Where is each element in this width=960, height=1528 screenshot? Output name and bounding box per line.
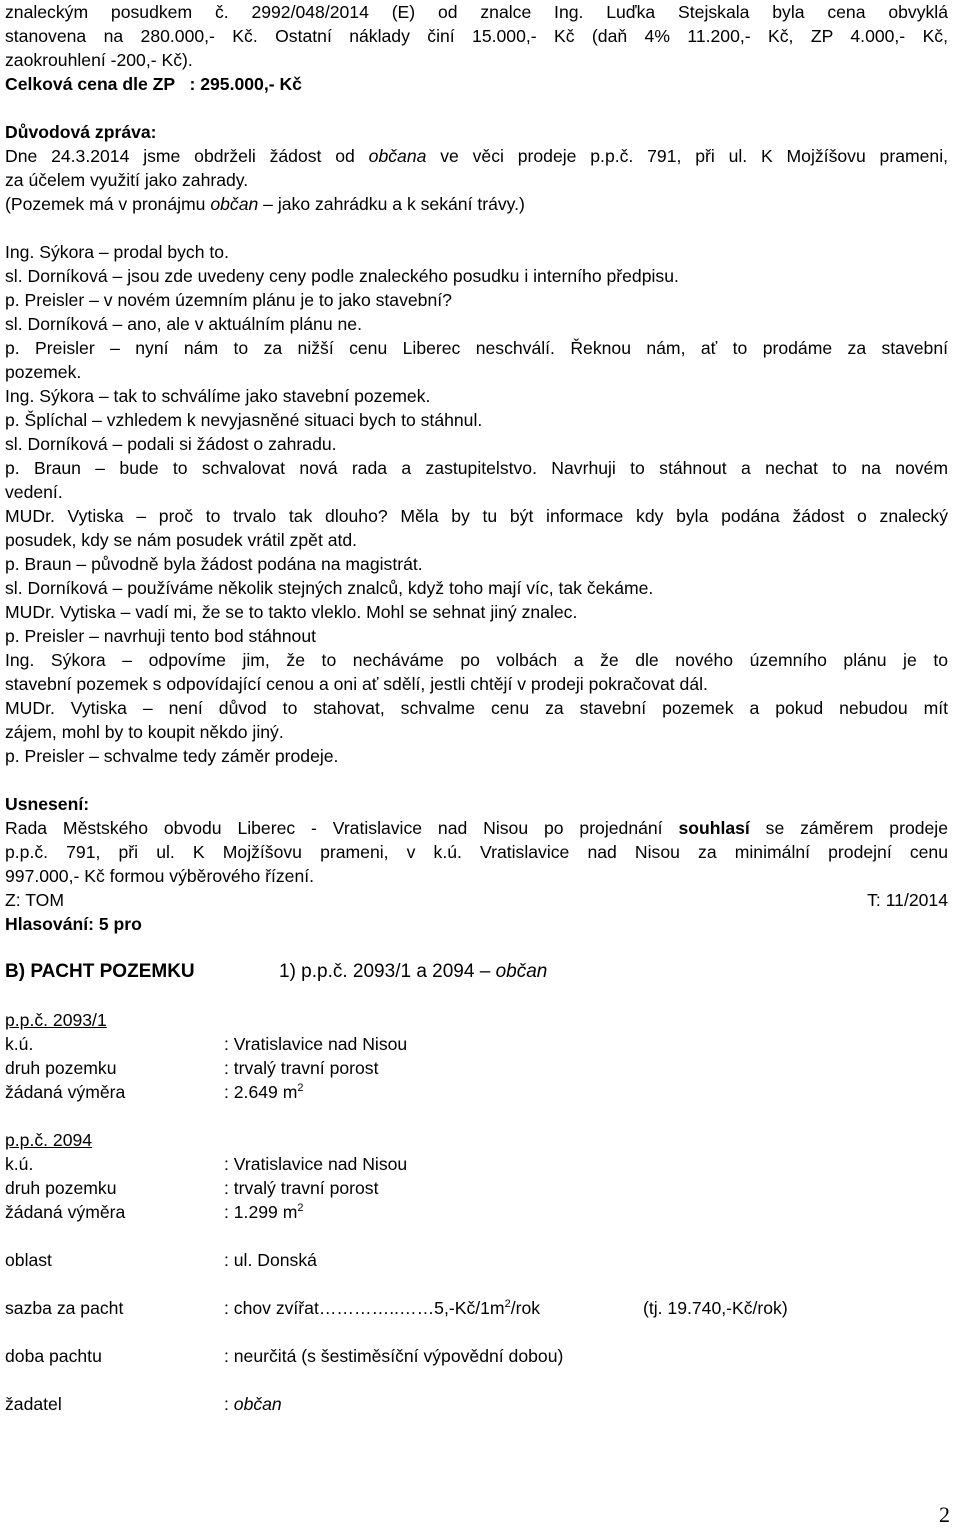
discussion-line: Ing. Sýkora – prodal bych to.: [5, 242, 229, 262]
parcel-label: k.ú.: [5, 1154, 34, 1174]
term-label: oblast: [5, 1250, 52, 1270]
area-value: : 2.649 m: [224, 1082, 298, 1102]
discussion-line: p. Preisler – nyní nám to za nižší cenu Liberec neschválí. Řeknou nám, ať to prodáme za stavební: [5, 338, 948, 358]
vote-result: Hlasování: 5 pro: [5, 914, 142, 934]
duvodova-text: (Pozemek má v pronájmu: [5, 194, 211, 214]
discussion-line: p. Preisler – v novém územním plánu je to jako stavební?: [5, 290, 452, 310]
area-exponent: 2: [297, 1202, 304, 1214]
discussion-line: Ing. Sýkora – tak to schválíme jako stavební pozemek.: [5, 386, 431, 406]
usneseni-heading: Usnesení:: [5, 794, 90, 814]
duvodova-obcan: občan: [210, 194, 259, 214]
intro-line-2: stanovena na 280.000,- Kč. Ostatní náklady činí 15.000,- Kč (daň 4% 11.200,- Kč, ZP 4.000,- Kč,: [5, 26, 948, 46]
page-number: 2: [939, 1502, 950, 1527]
rate-text: : chov zvířat…………..……5,-Kč/1m: [224, 1298, 505, 1318]
usneseni-line-1: [5, 816, 948, 840]
term-label: žadatel: [5, 1394, 62, 1414]
section-title: B) PACHT POZEMKU: [5, 961, 195, 982]
area-exponent: 2: [297, 1082, 304, 1094]
parcel-label: žádaná výměra: [5, 1082, 126, 1102]
discussion-line: Ing. Sýkora – odpovíme jim, že to necháváme po volbách a že dle nového územního plánu je to: [5, 650, 948, 670]
usneseni-text: Rada Městského obvodu Liberec - Vratislavice nad Nisou po projednání: [5, 818, 679, 838]
discussion-line: posudek, kdy se nám posudek vrátil zpět atd.: [5, 530, 358, 550]
discussion-line: MUDr. Vytiska – proč to trvalo tak dlouho? Měla by tu být informace kdy byla podána žádost o znalecký: [5, 506, 948, 526]
rate-exponent: 2: [504, 1298, 511, 1310]
duvodova-line-2: za účelem využití jako zahrady.: [5, 170, 249, 190]
discussion-line: sl. Dorníková – jsou zde uvedeny ceny podle znaleckého posudku i interního předpisu.: [5, 266, 679, 286]
term-value: [224, 1296, 540, 1320]
discussion-line: p. Braun – bude to schvalovat nová rada a zastupitelstvo. Navrhuji to stáhnout a nechat to na novém: [5, 458, 948, 478]
discussion-line: p. Šplíchal – vzhledem k nevyjasněné situaci bych to stáhnul.: [5, 410, 483, 430]
discussion-line: sl. Dorníková – ano, ale v aktuálním plánu ne.: [5, 314, 362, 334]
duvodova-text: – jako zahrádku a k sekání trávy.): [258, 194, 525, 214]
discussion-line: sl. Dorníková – používáme několik stejných znalců, když toho mají víc, tak čekáme.: [5, 578, 654, 598]
duvodova-obcan: občana: [368, 146, 427, 166]
discussion-line: MUDr. Vytiska – vadí mi, že se to takto vleklo. Mohl se sehnat jiný znalec.: [5, 602, 578, 622]
parcel-label: k.ú.: [5, 1034, 34, 1054]
parcel-value: [224, 1080, 303, 1104]
area-value: : 1.299 m: [224, 1202, 298, 1222]
parcel-value: : Vratislavice nad Nisou: [224, 1034, 408, 1054]
term-label: sazba za pacht: [5, 1298, 124, 1318]
term-label: doba pachtu: [5, 1346, 102, 1366]
usneseni-text: se záměrem prodeje: [749, 818, 949, 838]
applicant-obcan: občan: [233, 1394, 282, 1414]
rate-total: (tj. 19.740,-Kč/rok): [643, 1298, 788, 1318]
pacht-item-obcan: občan: [495, 961, 548, 982]
discussion-line: p. Braun – původně byla žádost podána na magistrát.: [5, 554, 423, 574]
discussion-line: vedení.: [5, 482, 63, 502]
parcel-value: : trvalý travní porost: [224, 1178, 379, 1198]
term-value: : neurčitá (s šestiměsíční výpovědní dobou): [224, 1346, 564, 1366]
term-value: : ul. Donská: [224, 1250, 317, 1270]
discussion-line: sl. Dorníková – podali si žádost o zahradu.: [5, 434, 337, 454]
deadline: T: 11/2014: [867, 890, 948, 910]
discussion-line: stavební pozemek s odpovídající cenou a oni ať sdělí, jestli chtějí v prodeji pokračovat dál.: [5, 674, 708, 694]
usneseni-line-3: 997.000,- Kč formou výběrového řízení.: [5, 866, 315, 886]
term-value: [224, 1392, 282, 1416]
duvodova-line-3: [5, 192, 948, 216]
rate-text: /rok: [510, 1298, 541, 1318]
duvodova-line-1: [5, 144, 948, 168]
applicant-prefix: :: [224, 1394, 234, 1414]
pacht-item-text: 1) p.p.č. 2093/1 a 2094 –: [279, 961, 496, 982]
parcel-label: druh pozemku: [5, 1058, 117, 1078]
discussion-line: MUDr. Vytiska – není důvod to stahovat, schvalme cenu za stavební pozemek a pokud nebudou mít: [5, 698, 948, 718]
discussion-line: p. Preisler – schvalme tedy záměr prodeje.: [5, 746, 339, 766]
duvodova-text: ve věci prodeje p.p.č. 791, při ul. K Mojžíšovu prameni,: [426, 146, 949, 166]
duvodova-text: Dne 24.3.2014 jsme obdrželi žádost od: [5, 146, 369, 166]
parcel-title: p.p.č. 2093/1: [5, 1010, 107, 1030]
total-price: Celková cena dle ZP : 295.000,- Kč: [5, 74, 302, 94]
intro-line-3: zaokrouhlení -200,- Kč).: [5, 50, 193, 70]
parcel-title: p.p.č. 2094: [5, 1130, 93, 1150]
parcel-value: : Vratislavice nad Nisou: [224, 1154, 408, 1174]
parcel-value: [224, 1200, 303, 1224]
discussion-line: zájem, mohl by to koupit někdo jiný.: [5, 722, 284, 742]
discussion-line: p. Preisler – navrhuji tento bod stáhnout: [5, 626, 317, 646]
duvodova-heading: Důvodová zpráva:: [5, 122, 157, 142]
responsible: Z: TOM: [5, 890, 64, 910]
discussion-line: pozemek.: [5, 362, 82, 382]
parcel-label: žádaná výměra: [5, 1202, 126, 1222]
intro-line-1: znaleckým posudkem č. 2992/048/2014 (E) od znalce Ing. Luďka Stejskala byla cena obvyklá: [5, 2, 948, 22]
parcel-label: druh pozemku: [5, 1178, 117, 1198]
usneseni-souhlasi: souhlasí: [678, 818, 750, 838]
parcel-value: : trvalý travní porost: [224, 1058, 379, 1078]
usneseni-line-2: p.p.č. 791, při ul. K Mojžíšovu prameni, v k.ú. Vratislavice nad Nisou za minimální prodejní cenu: [5, 842, 948, 862]
pacht-item: [279, 960, 547, 984]
